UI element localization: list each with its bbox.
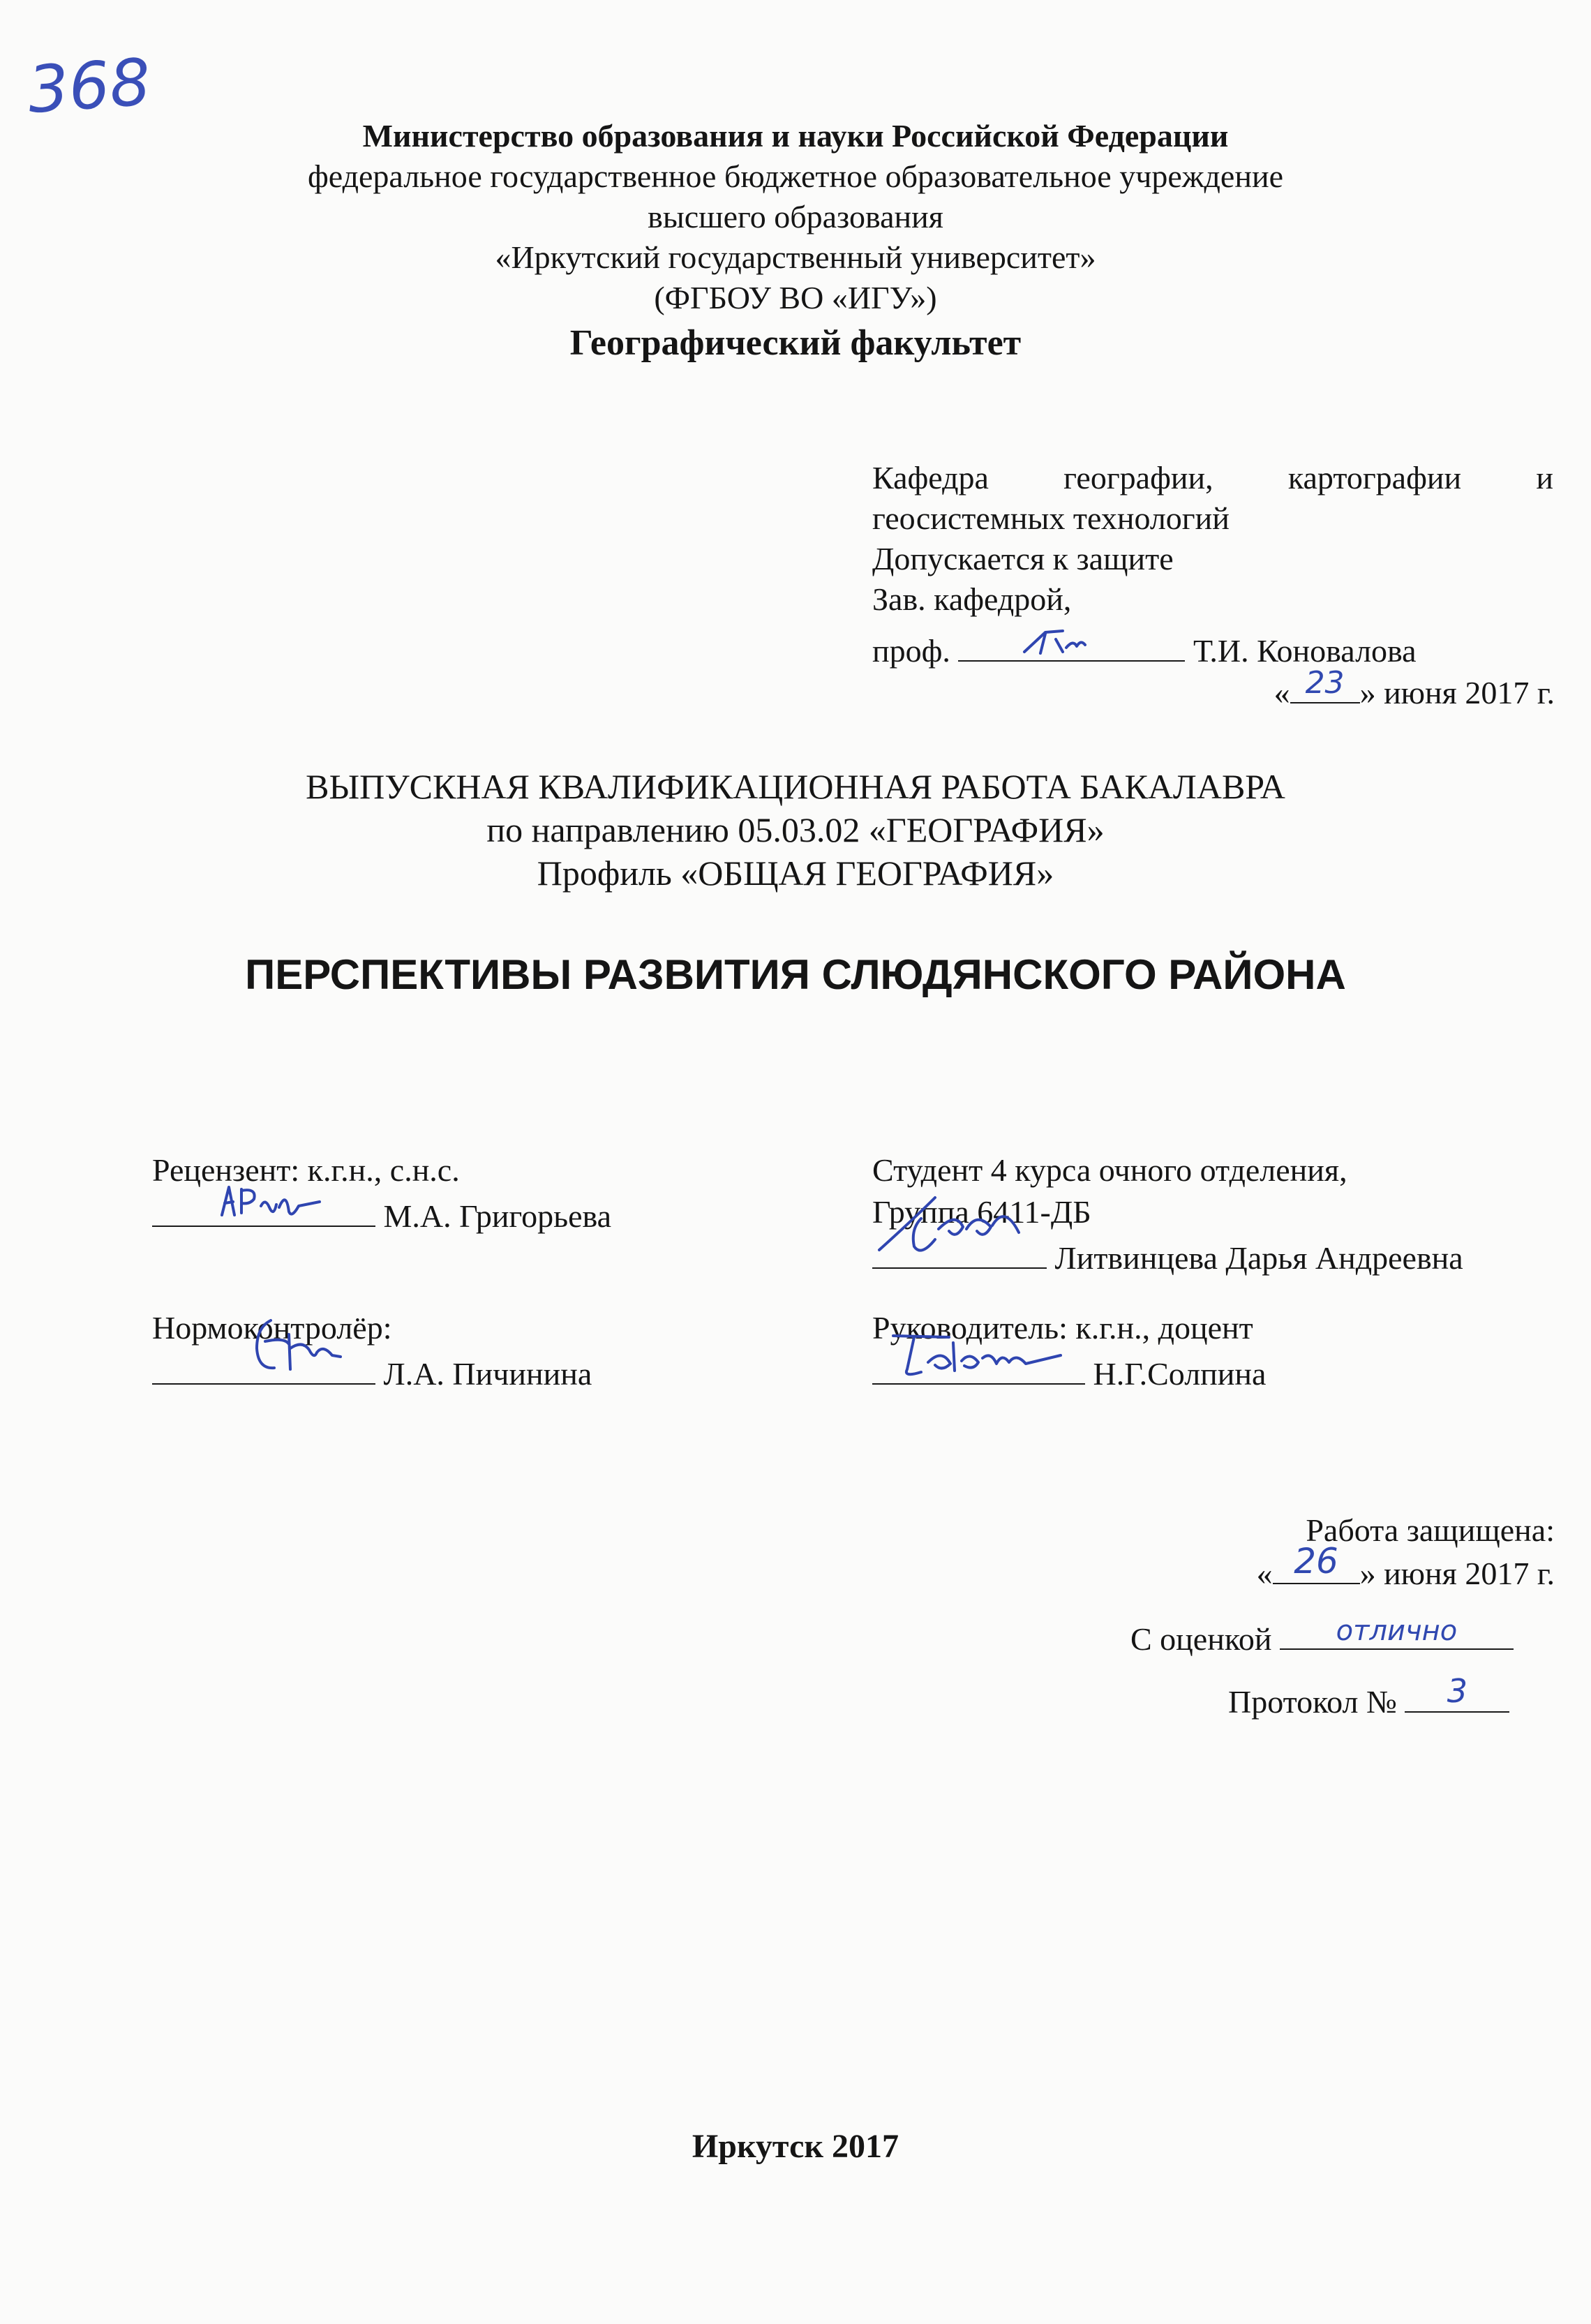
work-direction: по направлению 05.03.02 «ГЕОГРАФИЯ» (486, 810, 1105, 849)
student-group: Группа 6411-ДБ (872, 1194, 1091, 1230)
supervisor-signature-blank (872, 1351, 1085, 1385)
professor-prefix: проф. (872, 633, 950, 669)
university-abbr-line: (ФГБОУ ВО «ИГУ») (654, 280, 937, 315)
normcontrol-signature-blank (152, 1351, 375, 1385)
work-type: ВЫПУСКНАЯ КВАЛИФИКАЦИОННАЯ РАБОТА БАКАЛАВРА (306, 767, 1285, 806)
work-protected-label: Работа защищена: (1306, 1512, 1555, 1548)
supervisor-name: Н.Г.Солпина (1093, 1356, 1267, 1392)
city-year: Иркутск 2017 (692, 2128, 899, 2165)
department-word: картографии (1287, 460, 1462, 496)
defense-date-line (1256, 1541, 1555, 1592)
grade-label: С оценкой (1130, 1621, 1272, 1657)
institution-type-line: федеральное государственное бюджетное образовательное учреждение (307, 158, 1284, 194)
professor-signature-blank (958, 628, 1185, 662)
reviewer-name: М.А. Григорьева (383, 1198, 612, 1234)
reviewer-label: Рецензент: к.г.н., с.н.с. (152, 1152, 460, 1188)
faculty-line: Географический факультет (569, 323, 1022, 363)
university-name-line: «Иркутский государственный университет» (495, 239, 1096, 275)
reviewer-signature (152, 1177, 375, 1226)
normcontrol-signature (152, 1313, 375, 1383)
protocol-label: Протокол № (1228, 1684, 1397, 1720)
normcontrol-label: Нормоконтролёр: (152, 1310, 392, 1346)
normcontrol-name: Л.А. Пичинина (383, 1356, 592, 1392)
approval-date-day-blank (1290, 665, 1360, 703)
approval-date-month-year: » июня 2017 г. (1359, 675, 1555, 710)
normcontrol-signature-line (152, 1351, 592, 1392)
work-title: ПЕРСПЕКТИВЫ РАЗВИТИЯ СЛЮДЯНСКОГО РАЙОНА (245, 951, 1346, 998)
head-of-department-line: Зав. кафедрой, (872, 581, 1072, 617)
defense-date-day-blank (1273, 1541, 1360, 1584)
student-signature-line (872, 1235, 1463, 1276)
grade-line (1130, 1616, 1514, 1658)
department-line-2: геосистемных технологий (872, 500, 1230, 536)
student-label: Студент 4 курса очного отделения, (872, 1152, 1347, 1188)
protocol-value: 3 (1447, 1672, 1467, 1710)
department-word: Кафедра (872, 460, 989, 496)
student-signature (872, 1191, 1047, 1267)
student-signature-blank (872, 1235, 1047, 1269)
professor-signature-line (872, 628, 1417, 669)
education-level-line: высшего образования (648, 199, 943, 234)
quote-open: « (1273, 675, 1290, 710)
professor-signature (958, 618, 1185, 660)
handwritten-page-number: 368 (25, 45, 154, 128)
approval-date-day: 23 (1305, 665, 1345, 701)
student-name: Литвинцева Дарья Андреевна (1054, 1240, 1463, 1276)
department-word: и (1536, 460, 1553, 496)
work-profile: Профиль «ОБЩАЯ ГЕОГРАФИЯ» (537, 854, 1054, 893)
admitted-line: Допускается к защите (872, 541, 1174, 576)
quote-open: « (1256, 1556, 1273, 1591)
grade-value: отлично (1336, 1615, 1458, 1647)
supervisor-signature-line (872, 1351, 1266, 1392)
department-line-1 (872, 459, 1553, 496)
grade-blank (1280, 1616, 1514, 1650)
defense-date-month-year: » июня 2017 г. (1359, 1556, 1555, 1591)
supervisor-label: Руководитель: к.г.н., доцент (872, 1310, 1253, 1346)
ministry-line: Министерство образования и науки Российской Федерации (362, 118, 1229, 154)
professor-name: Т.И. Коновалова (1193, 633, 1417, 669)
reviewer-signature-blank (152, 1193, 375, 1227)
supervisor-signature (872, 1327, 1085, 1383)
protocol-blank (1405, 1672, 1509, 1713)
protocol-line (1228, 1672, 1509, 1720)
defense-date-day: 26 (1294, 1541, 1338, 1581)
reviewer-signature-line (152, 1193, 611, 1235)
approval-date-line (1273, 665, 1555, 711)
department-word: географии, (1063, 460, 1213, 496)
